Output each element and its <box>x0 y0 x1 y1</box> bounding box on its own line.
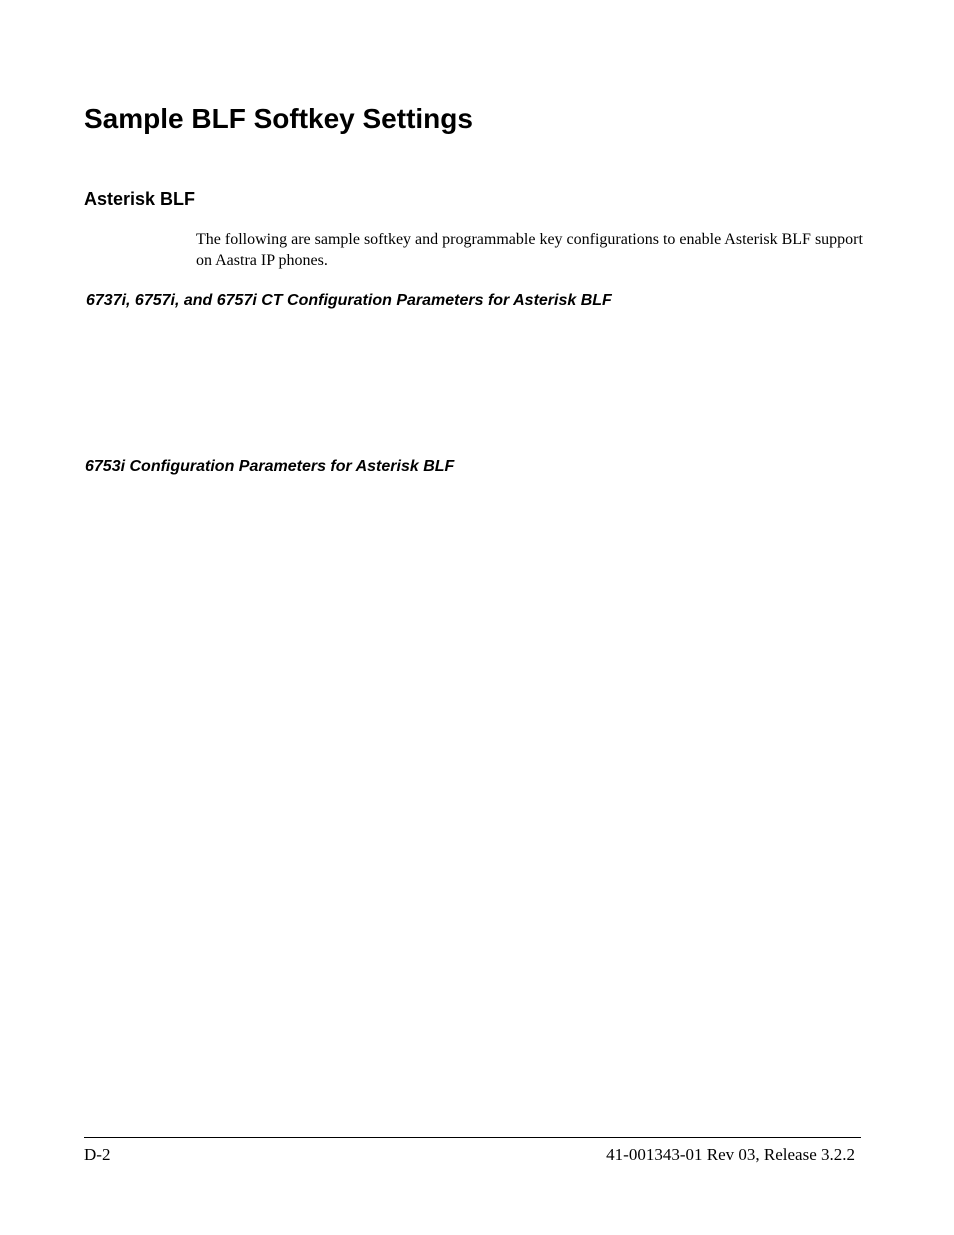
section-intro-paragraph: The following are sample softkey and programmable key configurations to enable Asterisk BLF support on Aastra IP phones. <box>196 231 863 269</box>
page-title: Sample BLF Softkey Settings <box>84 103 473 134</box>
subsection-heading-6737i-6757i: 6737i, 6757i, and 6757i CT Configuration Parameters for Asterisk BLF <box>86 292 612 309</box>
footer-page-number: D-2 <box>84 1145 111 1164</box>
subsection-heading-6753i: 6753i Configuration Parameters for Asterisk BLF <box>85 458 455 475</box>
footer-document-id: 41-001343-01 Rev 03, Release 3.2.2 <box>606 1145 855 1164</box>
footer-divider <box>84 1137 861 1138</box>
section-heading-asterisk-blf: Asterisk BLF <box>84 189 196 209</box>
